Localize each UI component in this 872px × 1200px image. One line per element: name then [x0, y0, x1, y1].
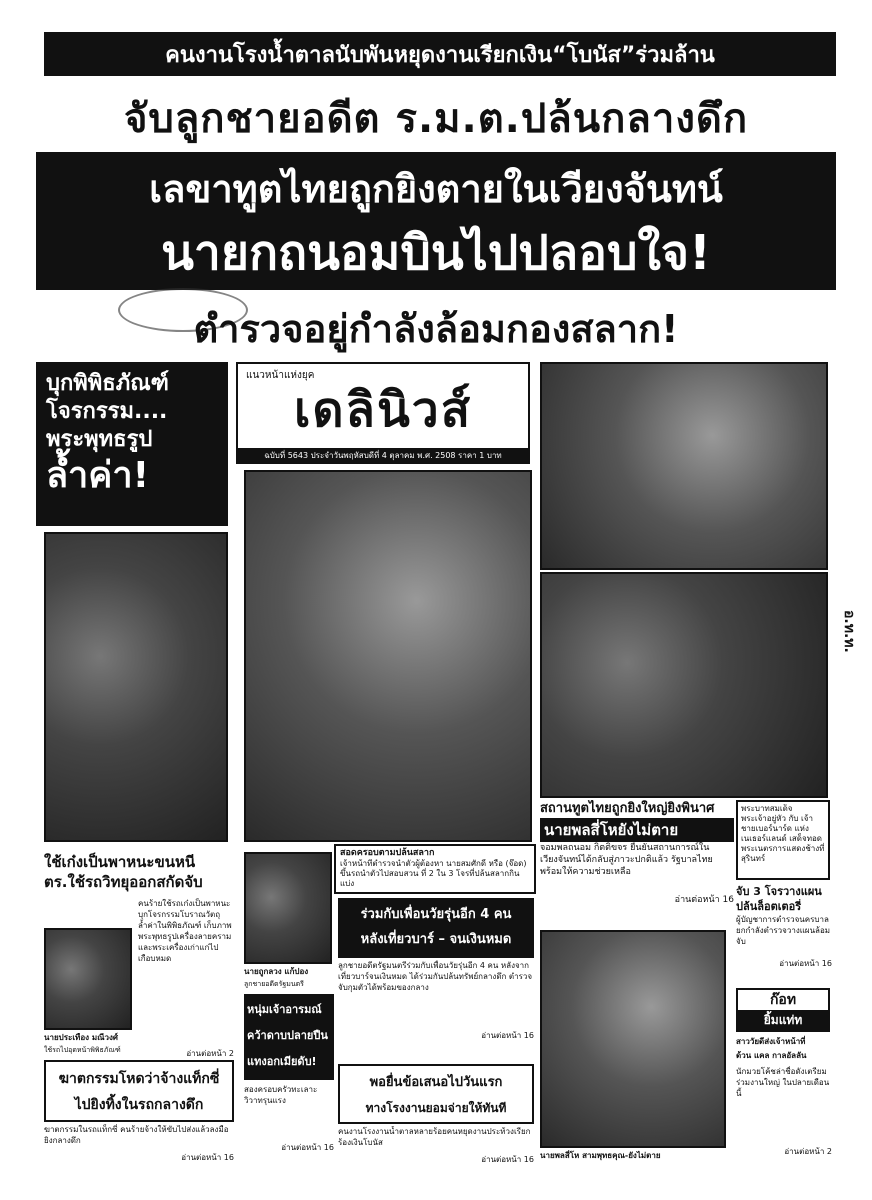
headline-robbery: จับลูกชายอดีต ร.ม.ต.ปล้นกลางดึก: [123, 96, 749, 142]
embassy-cont: อ่านต่อหน้า 16: [674, 895, 734, 905]
strike-headline-1: พอยื่นข้อเสนอไปวันแรก: [369, 1075, 503, 1090]
center-caption-title: สอดครอบตามปล้นสลาก: [340, 848, 435, 858]
museum-line-4: ล้ำค่า!: [46, 455, 149, 496]
museum-line-2: โจรกรรม....: [46, 399, 168, 424]
gang-headline-box: [338, 898, 534, 958]
left-column-story: [44, 852, 234, 1074]
main-headline-2: นายกถนอมบินไปปลอบใจ!: [161, 225, 711, 281]
murder-body: ฆาตกรรมในรถแท็กซี่ คนร้ายจ้างให้ขับไปส่งแล้วลงมือยิงกลางดึก: [44, 1125, 229, 1145]
lottery-cont: อ่านต่อหน้า 16: [779, 959, 832, 968]
photo-police-car: [244, 470, 532, 842]
right-caption-box: [736, 800, 830, 880]
photo-general: [540, 930, 726, 1148]
embassy-story: [540, 800, 734, 924]
left-photo-caption: นายประเทือง มณีวงศ์: [44, 1033, 118, 1042]
masthead-logo: เดลินิวส์: [293, 382, 473, 438]
gang-cont: อ่านต่อหน้า 16: [481, 1031, 534, 1040]
gossip-body: นักมวยโค้ชล่าชื่อดังเตรียมร่วมงานใหญ่ ในปลายเดือนนี้: [736, 1067, 830, 1098]
left-headline-1: ใช้เก๋งเป็นพาหนะขนหนี: [44, 853, 196, 871]
left-body: คนร้ายใช้รถเก๋งเป็นพาหนะบุกโจรกรรมโบราณวัตถุล้ำค่าในพิพิธภัณฑ์ เก็บภาพพระพุทธรูปเครื่องลายคราม และพระเครื่องเก่าแก่ไปเกือบหมด: [138, 899, 232, 963]
embassy-body: จอมพลถนอม กิตติขจร ยืนยันสถานการณ์ในเวียงจันทน์ได้กลับสู่ภาวะปกติแล้ว รัฐบาลไทยพร้อมให้ความช่วยเหลือ: [540, 843, 713, 877]
strike-body: คนงานโรงงานน้ำตาลหลายร้อยคนหยุดงานประท้วงเรียกร้องเงินโบนัส: [338, 1127, 531, 1147]
murder-cont: อ่านต่อหน้า 16: [181, 1153, 234, 1162]
gang-headline-2: หลังเที่ยวบาร์ – จนเงินหมด: [360, 932, 512, 947]
right-caption-text: พระบาทสมเด็จพระเจ้าอยู่หัว กับ เจ้าชายเบอร์นาร์ด แห่งเนเธอร์แลนด์ เสด็จทอดพระเนตรการแสดงช้างที่สุรินทร์: [741, 804, 825, 863]
gang-body: ลูกชายอดีตรัฐมนตรีร่วมกับเพื่อนวัยรุ่นอีก 4 คน หลังจากเที่ยวบาร์จนเงินหมด ได้ร่วมกันปล้นทรัพย์กลางดึก ตำรวจจับกุมตัวได้พร้อมของกลาง: [338, 961, 533, 992]
young-man-headline-2: คว้าดาบปลายปืน: [247, 1029, 328, 1042]
mid-photo-caption: นายถูกลวง แก้ปอง: [244, 967, 309, 976]
gossip-item-1: สาววัยดีส่งเจ้าหน้าที่: [736, 1037, 806, 1046]
museum-line-1: บุกพิพิธภัณฑ์: [46, 371, 169, 396]
young-man-cont: อ่านต่อหน้า 16: [281, 1143, 334, 1152]
left-cont: อ่านต่อหน้า 2: [186, 1049, 234, 1058]
lottery-story: [736, 884, 832, 984]
gang-headline-1: ร่วมกับเพื่อนวัยรุ่นอีก 4 คน: [360, 907, 512, 922]
headline-lottery-siege: ตำรวจอยู่กำลังล้อมกองสลาก!: [193, 306, 679, 351]
murder-headline-1: ฆาตกรรมโหดว่าจ้างแท็กซี่: [58, 1071, 220, 1087]
young-man-body: สองครอบครัวทะเลาะวิวาทรุนแรง: [244, 1085, 318, 1105]
gossip-logo-2: ยิ้มแท่ท: [738, 1010, 828, 1030]
museum-line-3: พระพุทธรูป: [46, 427, 153, 452]
photo-king-prince: [540, 362, 828, 570]
center-caption-box: [334, 844, 536, 894]
museum-headline-box: [36, 362, 228, 526]
mid-photo-sub: ลูกชายอดีตรัฐมนตรี: [244, 980, 304, 988]
young-man-headline-1: หนุ่มเจ้าอารมณ์: [247, 1003, 322, 1016]
strike-headline-box: [338, 1064, 534, 1124]
murder-headline-2: ไปยิงทิ้งในรถกลางดึก: [74, 1097, 204, 1113]
top-banner: คนงานโรงน้ำตาลนับพันหยุดงานเรียกเงิน“โบนัส”ร่วมล้าน: [44, 32, 836, 76]
gossip-logo-1: ก๊อท: [769, 992, 797, 1008]
embassy-headline-2: นายพลสี่โหยังไม่ตาย: [540, 818, 734, 842]
strike-cont: อ่านต่อหน้า 16: [481, 1155, 534, 1164]
strike-headline-2: ทางโรงงานยอมจ่ายให้ทันที: [365, 1101, 507, 1115]
gossip-logo: [736, 988, 830, 1032]
photo-arrest: [44, 532, 228, 842]
general-caption: นายพลสี่โห สามพุทธคุณ-ยังไม่ตาย: [540, 1151, 661, 1160]
lottery-body: ผู้บัญชาการตำรวจนครบาล ยกกำลังตำรวจวางแผนล้อมจับ: [736, 915, 831, 946]
photo-suspect: [44, 928, 132, 1030]
main-headline-1: เลขาทูตไทยถูกยิงตายในเวียงจันทน์: [149, 166, 723, 211]
photo-minister-son: [244, 852, 332, 964]
left-headline-2: ตร.ใช้รถวิทยุออกสกัดจับ: [44, 873, 203, 891]
gossip-item-2: ด้วน แคล กาลอัลลัน: [736, 1051, 807, 1060]
center-caption-body: เจ้าหน้าที่ตำรวจนำตัวผู้ต้องหา นายสมศักดิ์ หรือ (จ๊อด) ขึ้นรถนำตัวไปสอบสวน ที่ 2 ใน 3 โจรที่ปล้นสลากกินแบ่ง: [340, 859, 527, 888]
lottery-headline-1: จับ 3 โจรวางแผน: [736, 885, 822, 898]
embassy-headline-1: สถานทูตไทยถูกยิงใหญ่ยิงพินาศ: [540, 801, 715, 816]
left-photo-sub: ใช้รถไปอุดหน้าพิพิธภัณฑ์: [44, 1046, 121, 1054]
masthead-issue-line: ฉบับที่ 5643 ประจำวันพฤหัสบดีที่ 4 ตุลาคม พ.ศ. 2508 ราคา 1 บาท: [236, 448, 530, 464]
side-mark: อ.ท.ท.: [841, 610, 857, 653]
main-headline-block: [36, 152, 836, 290]
young-man-headline-box: [244, 994, 334, 1080]
young-man-headline-3: แทงอกเมียดับ!: [247, 1055, 317, 1068]
gossip-cont: อ่านต่อหน้า 2: [784, 1147, 832, 1156]
murder-headline-box: [44, 1060, 234, 1122]
lottery-headline-2: ปล้นล็อตเตอรี่: [736, 900, 802, 913]
photo-elephants: [540, 572, 828, 798]
masthead-tagline: แนวหน้าแห่งยุค: [246, 370, 315, 381]
masthead: [236, 362, 530, 458]
